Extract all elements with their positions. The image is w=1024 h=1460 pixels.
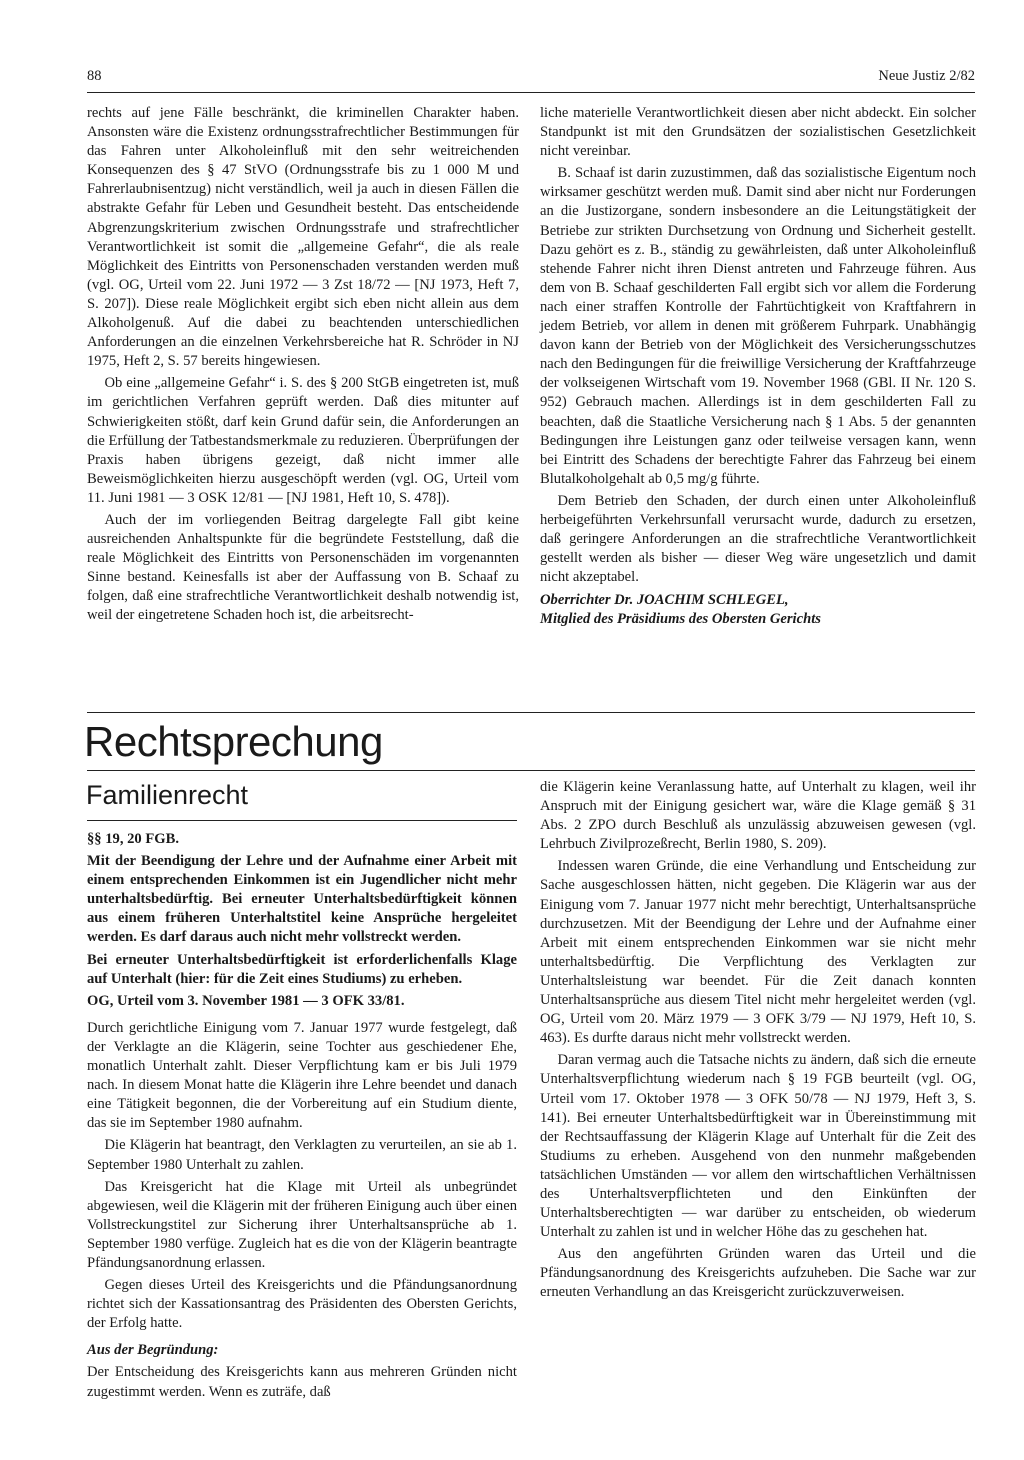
- paragraph: Durch gerichtliche Einigung vom 7. Januar 1977 wurde festgelegt, daß der Verklagte an die Klägerin, seine Tochter aus geschiedener Ehe, monatlich Unterhalt zahlt. Dieser Verpflichtung kam er bis Juli 1979 nach. In diesem Monat hatte die Klägerin ihre Lehre beendet und danach eine Tätigkeit begonnen, die der Vorbereitung auf ein Studium diente, das sie im September 1980 aufnahm.: [87, 1019, 517, 1132]
- article-column-left: [87, 104, 519, 626]
- paragraph: liche materielle Verantwortlichkeit diesen aber nicht abdeckt. Ein solcher Standpunkt ist mit den Grundsätzen der sozialistischen Gesetzlichkeit nicht vereinbar.: [540, 105, 976, 160]
- paragraph: Daran vermag auch die Tatsache nichts zu ändern, daß sich die erneute Unterhaltsverpflichtung wiederum nach § 19 FGB beurteilt (vgl. OG, Urteil vom 17. Oktober 1978 — 3 OFK 50/78 — NJ 1979, Heft 3, S. 141). Bei erneuter Unterhaltsbedürftigkeit war in Übereinstimmung mit der Rechtsauffassung der Klägerin Klage auf Unterhalt für die Zeit des Studiums zu erheben. Ausgehend von den nunmehr maßgebenden tatsächlichen Umständen — vor allem den wirtschaftlichen Verhältnissen des Unterhaltsverpflichteten und den Einkünften der Unterhaltsberechtigten — war darüber zu entscheiden, ob wiederum Unterhalt zu zahlen ist und in welcher Höhe das zu geschehen hat.: [540, 1052, 976, 1241]
- spacer: [87, 1333, 517, 1341]
- paragraph: Die Klägerin hat beantragt, den Verklagten zu verurteilen, an sie ab 1. September 1980 Unterhalt zu zahlen.: [87, 1137, 517, 1173]
- paragraph: Gegen dieses Urteil des Kreisgerichts und die Pfändungsanordnung richtet sich der Kassationsantrag des Präsidenten des Obersten Gerichts, der Erfolg hatte.: [87, 1277, 517, 1332]
- paragraph: Der Entscheidung des Kreisgerichts kann aus mehreren Gründen nicht zugestimmt werden. Wenn es zuträfe, daß: [87, 1364, 517, 1400]
- statute-reference: §§ 19, 20 FGB.: [87, 831, 180, 847]
- paragraph: Indessen waren Gründe, die eine Verhandlung und Entscheidung zur Sache ausgeschlossen hätten, nicht gegeben. Die Klägerin war aus der Einigung vom 7. Januar 1977 nicht mehr berechtigt, Unterhaltsansprüche durchzusetzen. Mit der Beendigung der Lehre und der Aufnahme einer Arbeit mit einem entsprechenden Einkommen war sie nicht mehr unterhaltsbedürftig. Die Verpflichtung des Verklagten zur Unterhaltsleistung war beendet. Für die Zeit danach konnten Unterhaltsansprüche aus diesem Titel nicht mehr hergeleitet werden (vgl. OG, Urteil vom 20. März 1979 — 3 OFK 3/79 — NJ 1979, Heft 10, S. 463). Es durfte daraus nicht mehr vollstreckt werden.: [540, 858, 976, 1047]
- article-column-right: [540, 104, 976, 630]
- paragraph: die Klägerin keine Veranlassung hatte, auf Unterhalt zu klagen, weil ihr Anspruch mit der Einigung gesichert war, wäre die Klage gemäß § 31 Abs. 2 ZPO durch Beschluß als unzulässig abzuweisen gewesen (vgl. Lehrbuch Zivilprozeßrecht, Berlin 1980, S. 209).: [540, 779, 976, 853]
- paragraph: Aus den angeführten Gründen waren das Urteil und die Pfändungsanordnung des Kreisgerichts aufzuheben. Die Sache war zur erneuten Verhandlung an das Kreisgericht zurückzuverweisen.: [540, 1246, 976, 1301]
- author-title: Mitglied des Präsidiums des Obersten Gerichts: [540, 611, 821, 628]
- page-header: [87, 68, 975, 90]
- section-rule-top: [87, 712, 975, 713]
- paragraph: B. Schaaf ist darin zuzustimmen, daß das sozialistische Eigentum noch wirksamer geschützt werden muß. Damit sind aber nicht nur Forderungen an die Justizorgane, sondern insbesondere an die Leitungstätigkeit der Betriebe zur strikten Durchsetzung von Ordnung und Sicherheit gestellt. Dazu gehört es z. B., ständig zu gewährleisten, daß unter Alkoholeinfluß stehende Fahrer nicht ihren Dienst antreten und Fahrzeuge führen. Aus dem von B. Schaaf geschilderten Fall ergibt sich vor allem die Forderung nach einer straffen Kontrolle der Fahrtüchtigkeit von Kraftfahrern in jedem Betrieb, vor allem in denen mit größerem Fuhrpark. Unabhängig davon kann der Betrieb von der Möglichkeit des Versicherungsschutzes nach den Bedingungen für die freiwillige Versicherung der Kraftfahrzeuge der volkseigenen Wirtschaft vom 19. November 1968 (GBl. II Nr. 120 S. 952) Gebrauch machen. Allerdings ist in dem geschilderten Fall zu beachten, daß die Staatliche Versicherung nach § 1 Abs. 5 der genannten Bedingungen ihre Leistungen ganz oder teilweise versagen kann, wenn bei Eintritt des Schadens der berechtigte Fahrer das Fahrzeug bei einem Blutalkoholgehalt ab 0,5 mg/g führte.: [540, 165, 976, 487]
- paragraph: Ob eine „allgemeine Gefahr“ i. S. des § 200 StGB eingetreten ist, muß im gerichtlichen Verfahren geprüft werden. Daß dies mitunter auf Schwierigkeiten stößt, darf kein Grund dafür sein, die Anforderungen an die Erfüllung der Tatbestandsmerkmale zu reduzieren. Überprüfungen der Praxis haben übrigens gezeigt, daß nicht immer alle Beweismöglichkeiten hierzu ausgeschöpft werden (vgl. OG, Urteil vom 11. Juni 1981 — 3 OSK 12/81 — [NJ 1981, Heft 10, S. 478]).: [87, 375, 519, 506]
- subsection-rule: [87, 820, 517, 821]
- case-column-left: [87, 830, 517, 1402]
- spacer: [87, 1011, 517, 1019]
- section-title: Rechtsprechung: [84, 718, 383, 765]
- paragraph: Auch der im vorliegenden Beitrag dargelegte Fall gibt keine ausreichenden Anhaltspunkte für die begründete Feststellung, daß die reale Möglichkeit des Eintritts von Personenschäden im vorgenannten Sinne bestand. Keinesfalls ist aber der Auffassung von B. Schaaf zu folgen, daß eine strafrechtliche Verantwortlichkeit deshalb notwendig ist, weil der eingetretene Schaden hoch ist, die arbeitsrecht-: [87, 511, 519, 624]
- page-number: 88: [87, 68, 102, 84]
- headnote: Mit der Beendigung der Lehre und der Aufnahme einer Arbeit mit einem entsprechenden Einkommen ist ein Jugendlicher nicht mehr unterhaltsbedürftig. Bei erneuter Unterhaltsbedürftigkeit können aus einem früheren Unterhaltstitel keine Ansprüche hergeleitet werden. Es darf daraus auch nicht mehr vollstreckt werden.: [87, 853, 517, 946]
- case-column-right: [540, 778, 976, 1303]
- author-name: Oberrichter Dr. JOACHIM SCHLEGEL,: [540, 592, 789, 609]
- section-rule-bottom: [87, 770, 975, 771]
- header-rule: [87, 92, 975, 93]
- paragraph: rechts auf jene Fälle beschränkt, die kriminellen Charakter haben. Ansonsten wäre die Existenz ordnungsstrafrechtlicher Bestimmungen für das Fahren unter Alkoholeinfluß mit den sehr weitreichenden Konsequenzen des § 47 StVO (Ordnungsstrafe bis zu 1 000 M und Fahrerlaubnisentzug) nicht verständlich, weil ja auch in diesen Fällen die abstrakte Gefahr für Leben und Gesundheit besteht. Das entscheidende Abgrenzungskriterium zwischen Ordnungsstrafe und strafrechtlicher Verantwortlichkeit ist somit die „allgemeine Gefahr“, die als reale Möglichkeit des Eintritts von Personenschaden verstanden werden muß (vgl. OG, Urteil vom 22. Juni 1972 — 3 Zst 18/72 — [NJ 1973, Heft 7, S. 207]). Diese reale Möglichkeit ergibt sich eben nicht allein aus dem Alkoholgenuß. Auf die dabei zu beachtenden unterschiedlichen Anforderungen an die einzelnen Verkehrsbereiche hat R. Schröder in NJ 1975, Heft 2, S. 57 bereits hingewiesen.: [87, 105, 519, 370]
- reasons-heading: Aus der Begründung:: [87, 1342, 219, 1359]
- headnote: Bei erneuter Unterhaltsbedürftigkeit ist erforderlichenfalls Klage auf Unterhalt (hier: für die Zeit eines Studiums) zu erheben.: [87, 951, 517, 987]
- subsection-title: Familienrecht: [86, 780, 249, 810]
- journal-issue: Neue Justiz 2/82: [878, 68, 975, 84]
- paragraph: Dem Betrieb den Schaden, der durch einen unter Alkoholeinfluß herbeigeführten Verkehrsunfall verursacht wurde, dadurch zu ersetzen, daß geringere Anforderungen an die strafrechtliche Verantwortlichkeit gestellt werden als bisher — dieser Weg wäre ungesetzlich und damit nicht akzeptabel.: [540, 492, 976, 586]
- author-signature: [540, 591, 976, 629]
- paragraph: Das Kreisgericht hat die Klage mit Urteil als unbegründet abgewiesen, weil die Klägerin mit der früheren Einigung auch über einen Vollstreckungstitel zur Sicherung ihrer Unterhaltsansprüche ab 1. September 1980 verfüge. Zugleich hat es die von der Klägerin beantragte Pfändungsanordnung erlassen.: [87, 1178, 517, 1271]
- case-citation: OG, Urteil vom 3. November 1981 — 3 OFK 33/81.: [87, 992, 405, 1009]
